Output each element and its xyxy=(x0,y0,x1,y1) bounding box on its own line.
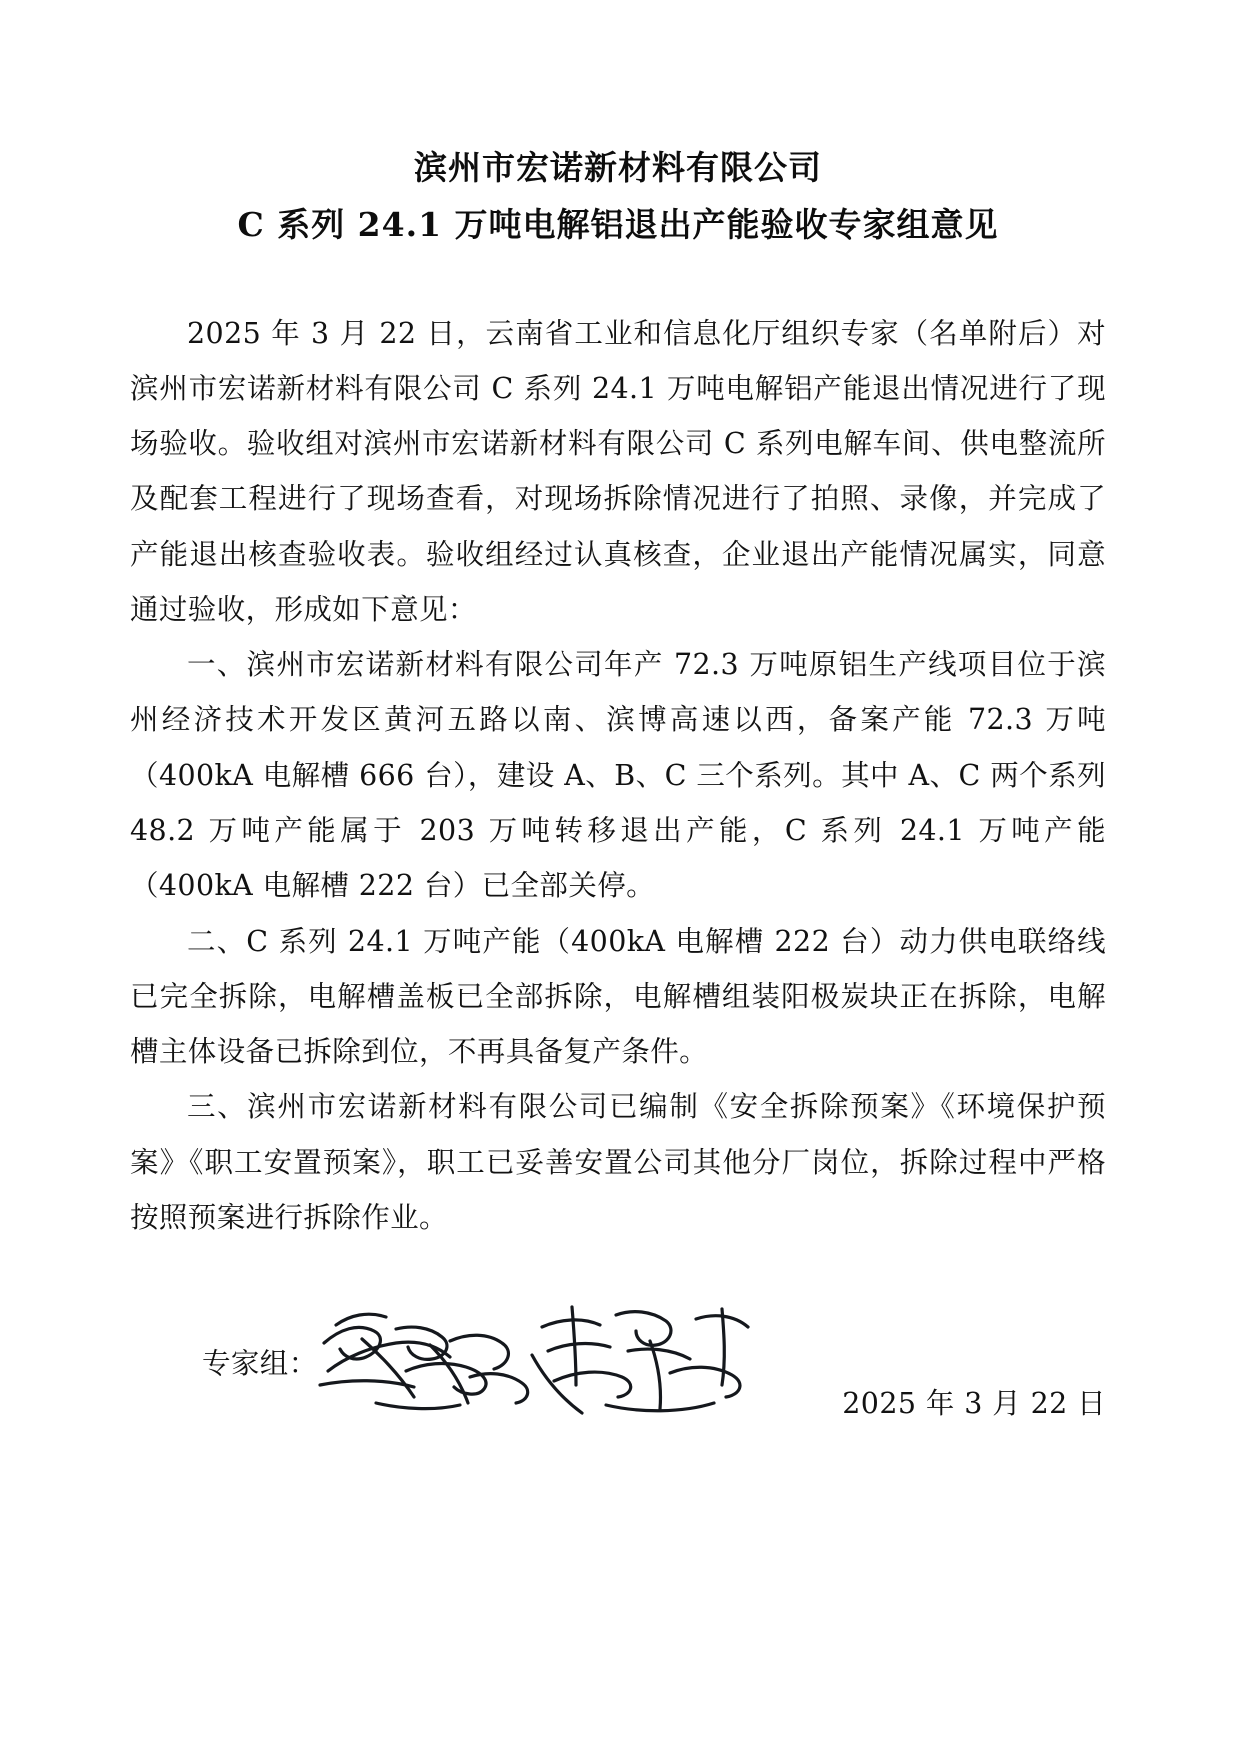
document-body xyxy=(130,306,1106,1246)
signature-date: 2025 年 3 月 22 日 xyxy=(842,1387,1106,1421)
document-title xyxy=(130,0,1106,254)
paragraph-item-3: 三、滨州市宏诺新材料有限公司已编制《安全拆除预案》《环境保护预案》《职工安置预案》，职工已妥善安置公司其他分厂岗位，拆除过程中严格按照预案进行拆除作业。 xyxy=(130,1090,1106,1234)
signature-block xyxy=(130,1303,1106,1453)
paragraph-intro: 2025 年 3 月 22 日，云南省工业和信息化厅组织专家（名单附后）对滨州市宏诺新材料有限公司 C 系列 24.1 万吨电解铝产能退出情况进行了现场验收。验收组对滨州市宏诺新材料有限公司 C 系列电解车间、供电整流所及配套工程进行了现场查看，对现场拆除情况进行了拍照、录像，并完成了产能退出核查验收表。验收组经过认真核查，企业退出产能情况属实，同意通过验收，形成如下意见： xyxy=(130,316,1106,626)
title-line-company: 滨州市宏诺新材料有限公司 xyxy=(414,148,822,187)
title-line-subject: C 系列 24.1 万吨电解铝退出产能验收专家组意见 xyxy=(237,204,999,244)
paragraph-item-2: 二、C 系列 24.1 万吨产能（400kA 电解槽 222 台）动力供电联络线已完全拆除，电解槽盖板已全部拆除，电解槽组装阳极炭块正在拆除，电解槽主体设备已拆除到位，不再具备复产条件。 xyxy=(130,924,1106,1069)
signature-label: 专家组： xyxy=(202,1347,318,1381)
handwritten-signature xyxy=(310,1285,810,1435)
paragraph-item-1: 一、滨州市宏诺新材料有限公司年产 72.3 万吨原铝生产线项目位于滨州经济技术开发区黄河五路以南、滨博高速以西，备案产能 72.3 万吨（400kA 电解槽 666 台），建设 A、B、C 三个系列。其中 A、C 两个系列 48.2 万吨产能属于 203 万吨转移退出产能，C 系列 24.1 万吨产能（400kA 电解槽 222 台）已全部关停。 xyxy=(130,648,1106,903)
